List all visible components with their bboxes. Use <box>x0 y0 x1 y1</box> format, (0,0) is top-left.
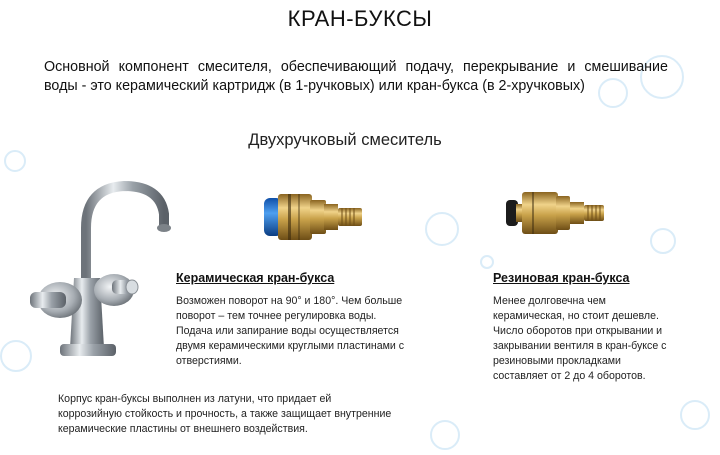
decor-bubble <box>425 212 459 246</box>
faucet-photo <box>20 168 180 378</box>
ceramic-cartridge-photo <box>258 180 368 250</box>
decor-bubble <box>480 255 494 269</box>
ceramic-heading: Керамическая кран-букса <box>176 271 335 285</box>
page-title: КРАН-БУКСЫ <box>287 6 433 31</box>
decor-bubble <box>650 228 676 254</box>
rubber-description: Менее долговечна чем керамическая, но стоит дешевле. Число оборотов при открывании и закрывании вентиля в кран-буксе с резиновыми прокладками составляет от 2 до 4 оборотов. <box>493 295 667 382</box>
section-subtitle: Двухручковый смеситель <box>248 131 442 149</box>
decor-bubble <box>430 420 460 450</box>
intro-paragraph: Основной компонент смесителя, обеспечивающий подачу, перекрывание и смешивание воды - это керамический картридж (в 1-ручковых) или кран-букса (в 2-хручковых) <box>44 59 668 94</box>
decor-bubble <box>680 400 710 430</box>
ceramic-description: Возможен поворот на 90° и 180°. Чем больше поворот – тем точнее регулировка воды. Подача или запирание воды осуществляется двумя керамическими круглыми пластинами с отверстиями. <box>176 295 405 367</box>
body-note: Корпус кран-буксы выполнен из латуни, что придает ей коррозийную стойкость и прочность, а также защищает внутренние керамические пластины от внешнего воздействия. <box>58 393 392 435</box>
rubber-cartridge-photo <box>500 178 610 248</box>
rubber-heading: Резиновая кран-букса <box>493 271 630 285</box>
